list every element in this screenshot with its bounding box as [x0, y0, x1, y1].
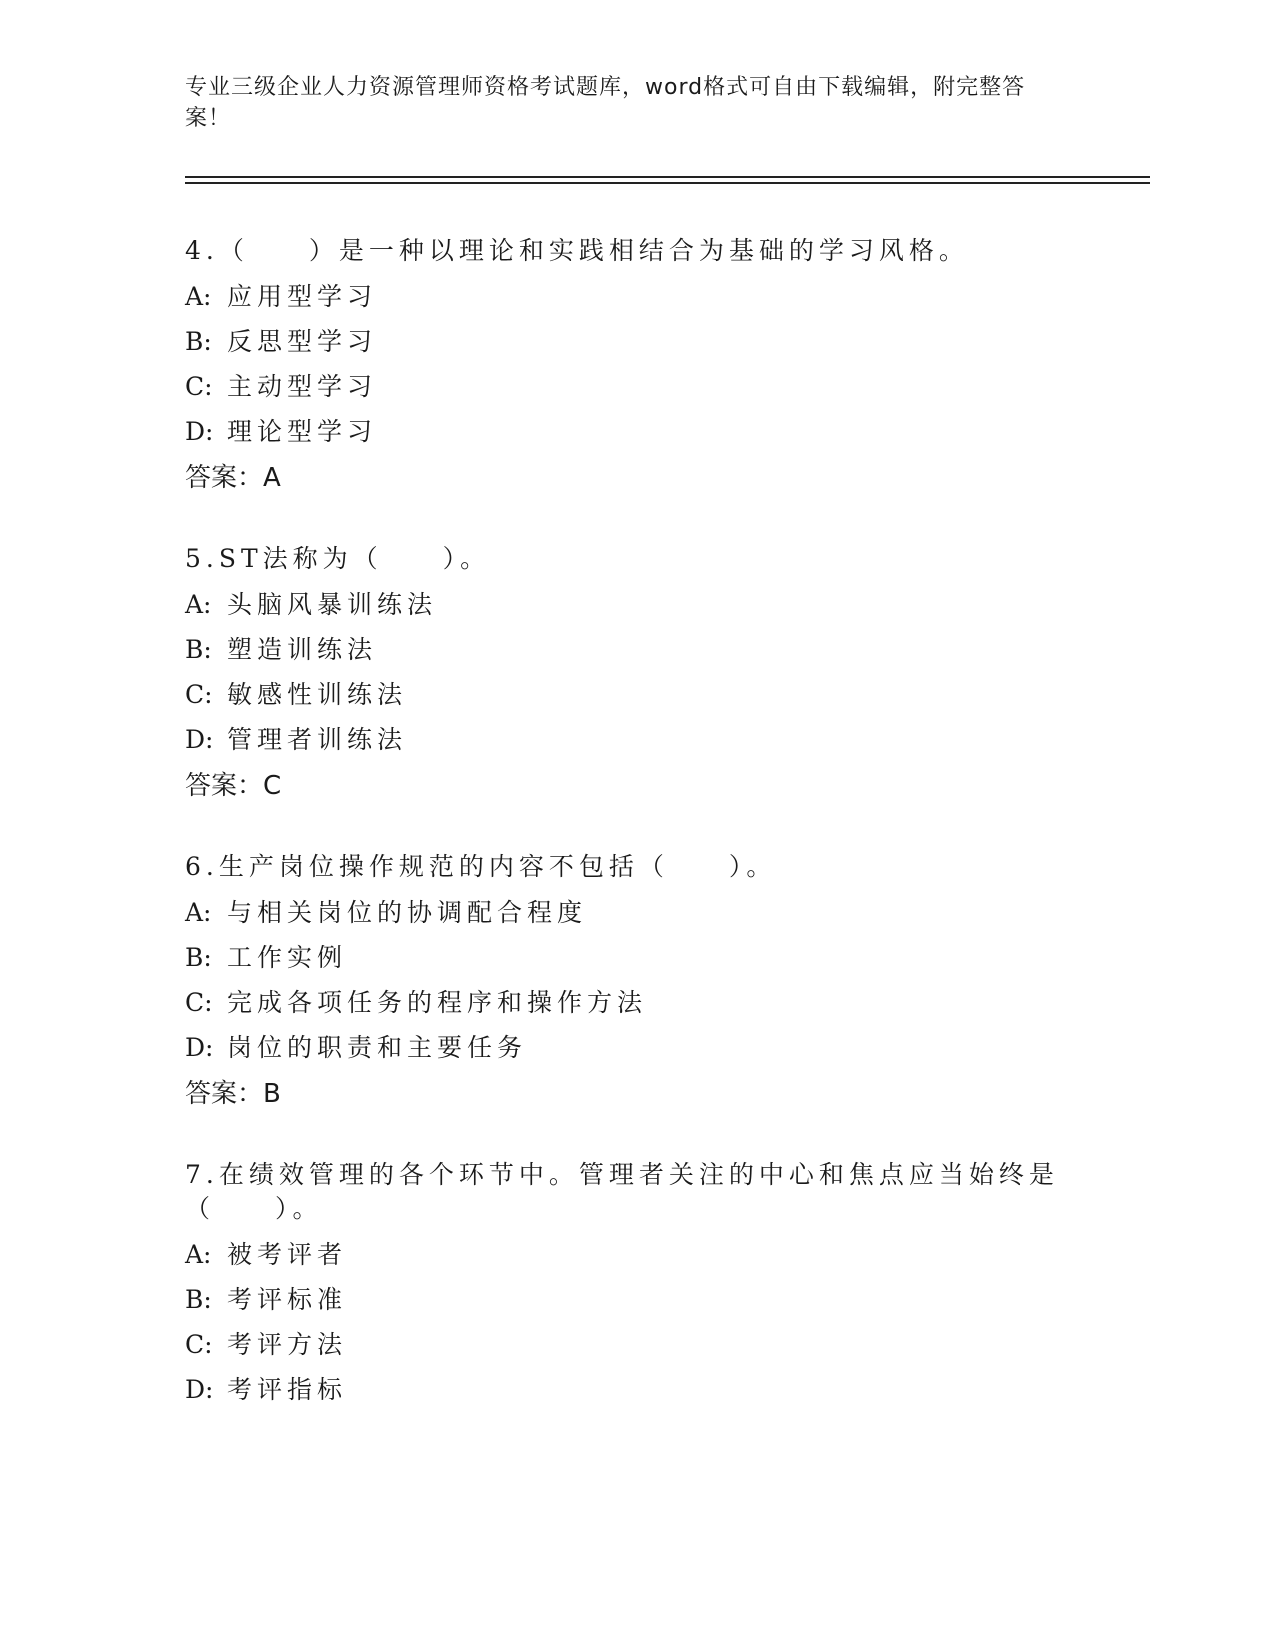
header-divider-bottom — [185, 182, 1150, 184]
option-letter: D: — [185, 725, 214, 754]
option-letter: B: — [185, 635, 212, 664]
option-c — [185, 986, 1085, 1020]
option-a — [185, 280, 1085, 314]
option-c — [185, 370, 1085, 404]
question-4 — [185, 234, 1085, 496]
answer-line: 答案：C — [185, 771, 282, 801]
option-letter: D: — [185, 1033, 214, 1062]
option-text: 工作实例 — [227, 943, 348, 972]
option-c — [185, 678, 1085, 712]
option-d — [185, 415, 1085, 449]
option-letter: D: — [185, 1375, 214, 1404]
option-letter: A: — [185, 282, 212, 311]
header-divider-top — [185, 176, 1150, 178]
option-letter: A: — [185, 590, 212, 619]
option-text: 考评标准 — [227, 1285, 348, 1314]
option-text: 考评方法 — [227, 1330, 348, 1359]
question-text: 6.生产岗位操作规范的内容不包括（ ）。 — [185, 852, 777, 881]
option-text: 考评指标 — [227, 1375, 348, 1404]
question-6 — [185, 850, 1085, 1112]
option-letter: B: — [185, 943, 212, 972]
option-c — [185, 1328, 1085, 1362]
question-text: 4.（ ）是一种以理论和实践相结合为基础的学习风格。 — [185, 236, 969, 265]
option-text: 反思型学习 — [227, 327, 378, 356]
option-text: 塑造训练法 — [227, 635, 378, 664]
answer-line: 答案：A — [185, 463, 281, 493]
option-a — [185, 1238, 1085, 1272]
option-letter: C: — [185, 988, 213, 1017]
option-text: 被考评者 — [227, 1240, 348, 1269]
option-a — [185, 896, 1085, 930]
option-letter: C: — [185, 1330, 213, 1359]
option-d — [185, 1373, 1085, 1407]
option-text: 头脑风暴训练法 — [227, 590, 438, 619]
option-text: 与相关岗位的协调配合程度 — [227, 898, 588, 927]
option-text: 管理者训练法 — [227, 725, 408, 754]
option-text: 主动型学习 — [227, 372, 378, 401]
option-a — [185, 588, 1085, 622]
option-text: 应用型学习 — [227, 282, 378, 311]
option-text: 理论型学习 — [227, 417, 378, 446]
option-b — [185, 941, 1085, 975]
option-text: 敏感性训练法 — [227, 680, 408, 709]
document-header: 专业三级企业人力资源管理师资格考试题库，word格式可自由下载编辑，附完整答案！ — [185, 75, 1026, 131]
question-5 — [185, 542, 1085, 804]
option-b — [185, 633, 1085, 667]
option-letter: B: — [185, 327, 212, 356]
option-letter: C: — [185, 372, 213, 401]
option-d — [185, 1031, 1085, 1065]
answer-line: 答案：B — [185, 1079, 281, 1109]
option-text: 岗位的职责和主要任务 — [227, 1033, 528, 1062]
option-b — [185, 1283, 1085, 1317]
option-letter: C: — [185, 680, 213, 709]
option-text: 完成各项任务的程序和操作方法 — [227, 988, 648, 1017]
question-7 — [185, 1158, 1085, 1407]
question-text: 5.ST法称为（ ）。 — [185, 544, 491, 573]
question-text: 7.在绩效管理的各个环节中。管理者关注的中心和焦点应当始终是（ ）。 — [185, 1160, 1059, 1223]
option-b — [185, 325, 1085, 359]
option-letter: B: — [185, 1285, 212, 1314]
option-letter: D: — [185, 417, 214, 446]
option-d — [185, 723, 1085, 757]
question-list — [185, 234, 1085, 1453]
option-letter: A: — [185, 898, 212, 927]
option-letter: A: — [185, 1240, 212, 1269]
